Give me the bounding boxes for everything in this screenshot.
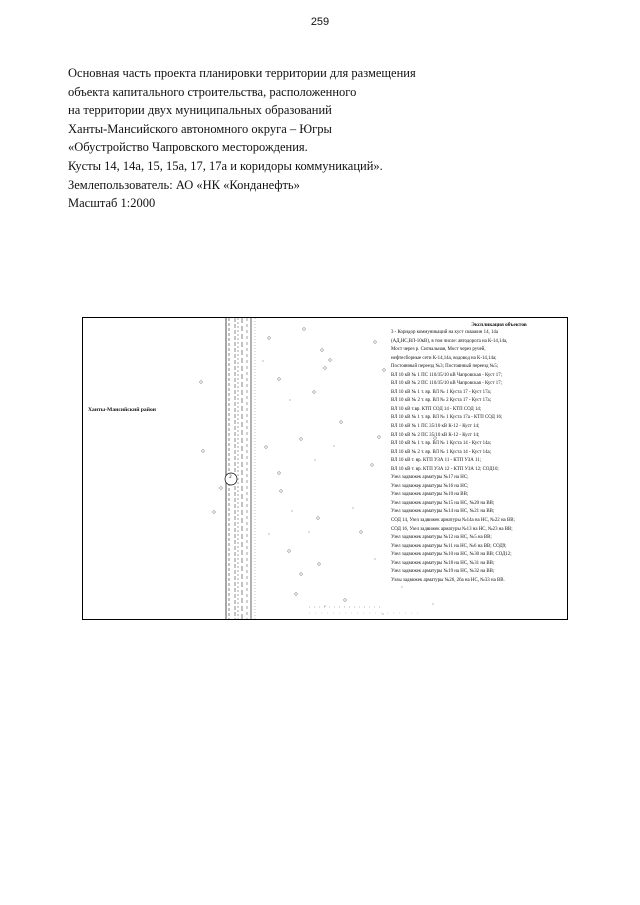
legend-item: Узел задвижек арматуры №18 на НС, №31 на ВВ; — [391, 560, 495, 566]
legend-item: СОД 16, Узел задвижек арматуры №13 на НС, №23 на ВВ; — [391, 526, 513, 532]
map-frame — [82, 317, 568, 620]
legend-item: ВЛ 10 кВ № 2 ПС 110/35/10 кВ Чапровская - Куст 17; — [391, 381, 503, 387]
legend-item: ВЛ 10 кВ № 1 ПС 110/35/10 кВ Чапровская - Куст 17; — [391, 372, 503, 378]
legend-item: ВЛ 10 кВ № 2 ПС 35/10 кВ К-12 - Куст 14; — [391, 432, 480, 438]
legend-item: Узел задвижек арматуры №12 на НС, №5 на ВВ; — [391, 535, 492, 541]
legend-item: Мост через р. Сигнальная, Мост через ручей, — [391, 347, 486, 353]
legend-item: Узел задвижек арматуры №16 на НС; — [391, 483, 469, 489]
page-number: 259 — [310, 16, 330, 28]
heading-line: Основная часть проекта планировки территории для размещения — [68, 66, 416, 80]
legend-item: ВЛ 10 кВ № 1 ПС 35/10 кВ К-12 - Куст 14; — [391, 424, 480, 430]
legend-item: ВЛ 10 кВ т.вр. КТП СОД 14 - КТП СОД 14; — [391, 406, 482, 412]
object-marker-label: 3 — [229, 475, 232, 480]
legend-item: Узел задвижек арматуры №11 на НС, №6 на ВВ; СОД9; — [391, 543, 507, 549]
heading-line: Землепользователь: АО «НК «Конданефть» — [68, 177, 300, 192]
legend-item: Узел задвижек арматуры №19 на НС, №32 на ВВ; — [391, 569, 495, 575]
legend-item: ВЛ 10 кВ № 1 т. вр. ВЛ № 1 Куста 14 - Куст 14а; — [391, 441, 492, 447]
legend-item: Узел задвижек арматуры №10 на НС, №30 на ВВ; СОД12; — [391, 552, 512, 558]
legend-item: СОД 14, Узел задвижек арматуры №14а на НС, №22 на ВВ; — [391, 518, 515, 524]
district-label: Ханты-Мансийский район — [88, 407, 156, 413]
legend-item: Узел задвижек арматуры №10 на ВВ; — [391, 492, 469, 498]
legend-item: ВЛ 10 кВ № 2 т. вр. ВЛ № 1 Куста 14 - Куст 14а; — [391, 449, 492, 455]
legend-item: ВЛ 10 кВ № 2 т. вр. ВЛ № 2 Куста 17 - Куст 17а; — [391, 398, 492, 404]
heading-line: Ханты-Мансийского автономного округа – Югры — [68, 121, 332, 136]
legend-item: Узлы задвижек арматуры №26, 26а на НС, №33 на ВВ. — [391, 577, 505, 583]
legend-title: Экспликация объектов — [471, 322, 527, 328]
legend-item: Узел задвижек арматуры №14 на НС, №21 на ВВ; — [391, 509, 495, 515]
legend-item: Узел задвижек арматуры №15 на НС, №20 на ВВ; — [391, 500, 495, 506]
legend-item: ВЛ 10 кВ т. вр. КТП УЗА 12 - КТП УЗА 12; СОД10; — [391, 466, 499, 472]
heading-line: «Обустройство Чапровского месторождения. — [68, 140, 308, 155]
heading-line: Кусты 14, 14а, 15, 15а, 17, 17а и коридоры коммуникаций». — [68, 158, 383, 173]
document-heading — [68, 64, 588, 213]
heading-line: Масштаб 1:2000 — [68, 196, 156, 211]
legend-item: Постоянный переезд №3; Постоянный переезд №5; — [391, 364, 499, 370]
legend-item: (АД,НС,ВЛ-10кВ), в том числе: автодорога на К-14,14а, — [391, 338, 508, 344]
legend-item: ВЛ 10 кВ т. вр. КТП УЗА 11 - КТП УЗА 11; — [391, 458, 482, 464]
legend-item: 3 - Коридор коммуникаций на куст скважин 14, 14а — [391, 330, 499, 335]
legend-item: ВЛ 10 кВ № 1 т. вр. ВЛ № 1 Куста 17 - Куст 17а; — [391, 389, 492, 395]
legend — [391, 321, 567, 585]
legend-item: Узел задвижек арматуры №17 на НС; — [391, 475, 469, 481]
heading-line: объекта капитального строительства, расположенного — [68, 84, 357, 99]
heading-line: на территории двух муниципальных образований — [68, 103, 332, 118]
legend-item: ВЛ 10 кВ № 1 т. вр. ВЛ № 1 Куста 17а - КТП СОД 16; — [391, 415, 503, 421]
legend-item: нефтесборные сети К-14,14а, водовод на К-14,14а; — [391, 355, 497, 361]
